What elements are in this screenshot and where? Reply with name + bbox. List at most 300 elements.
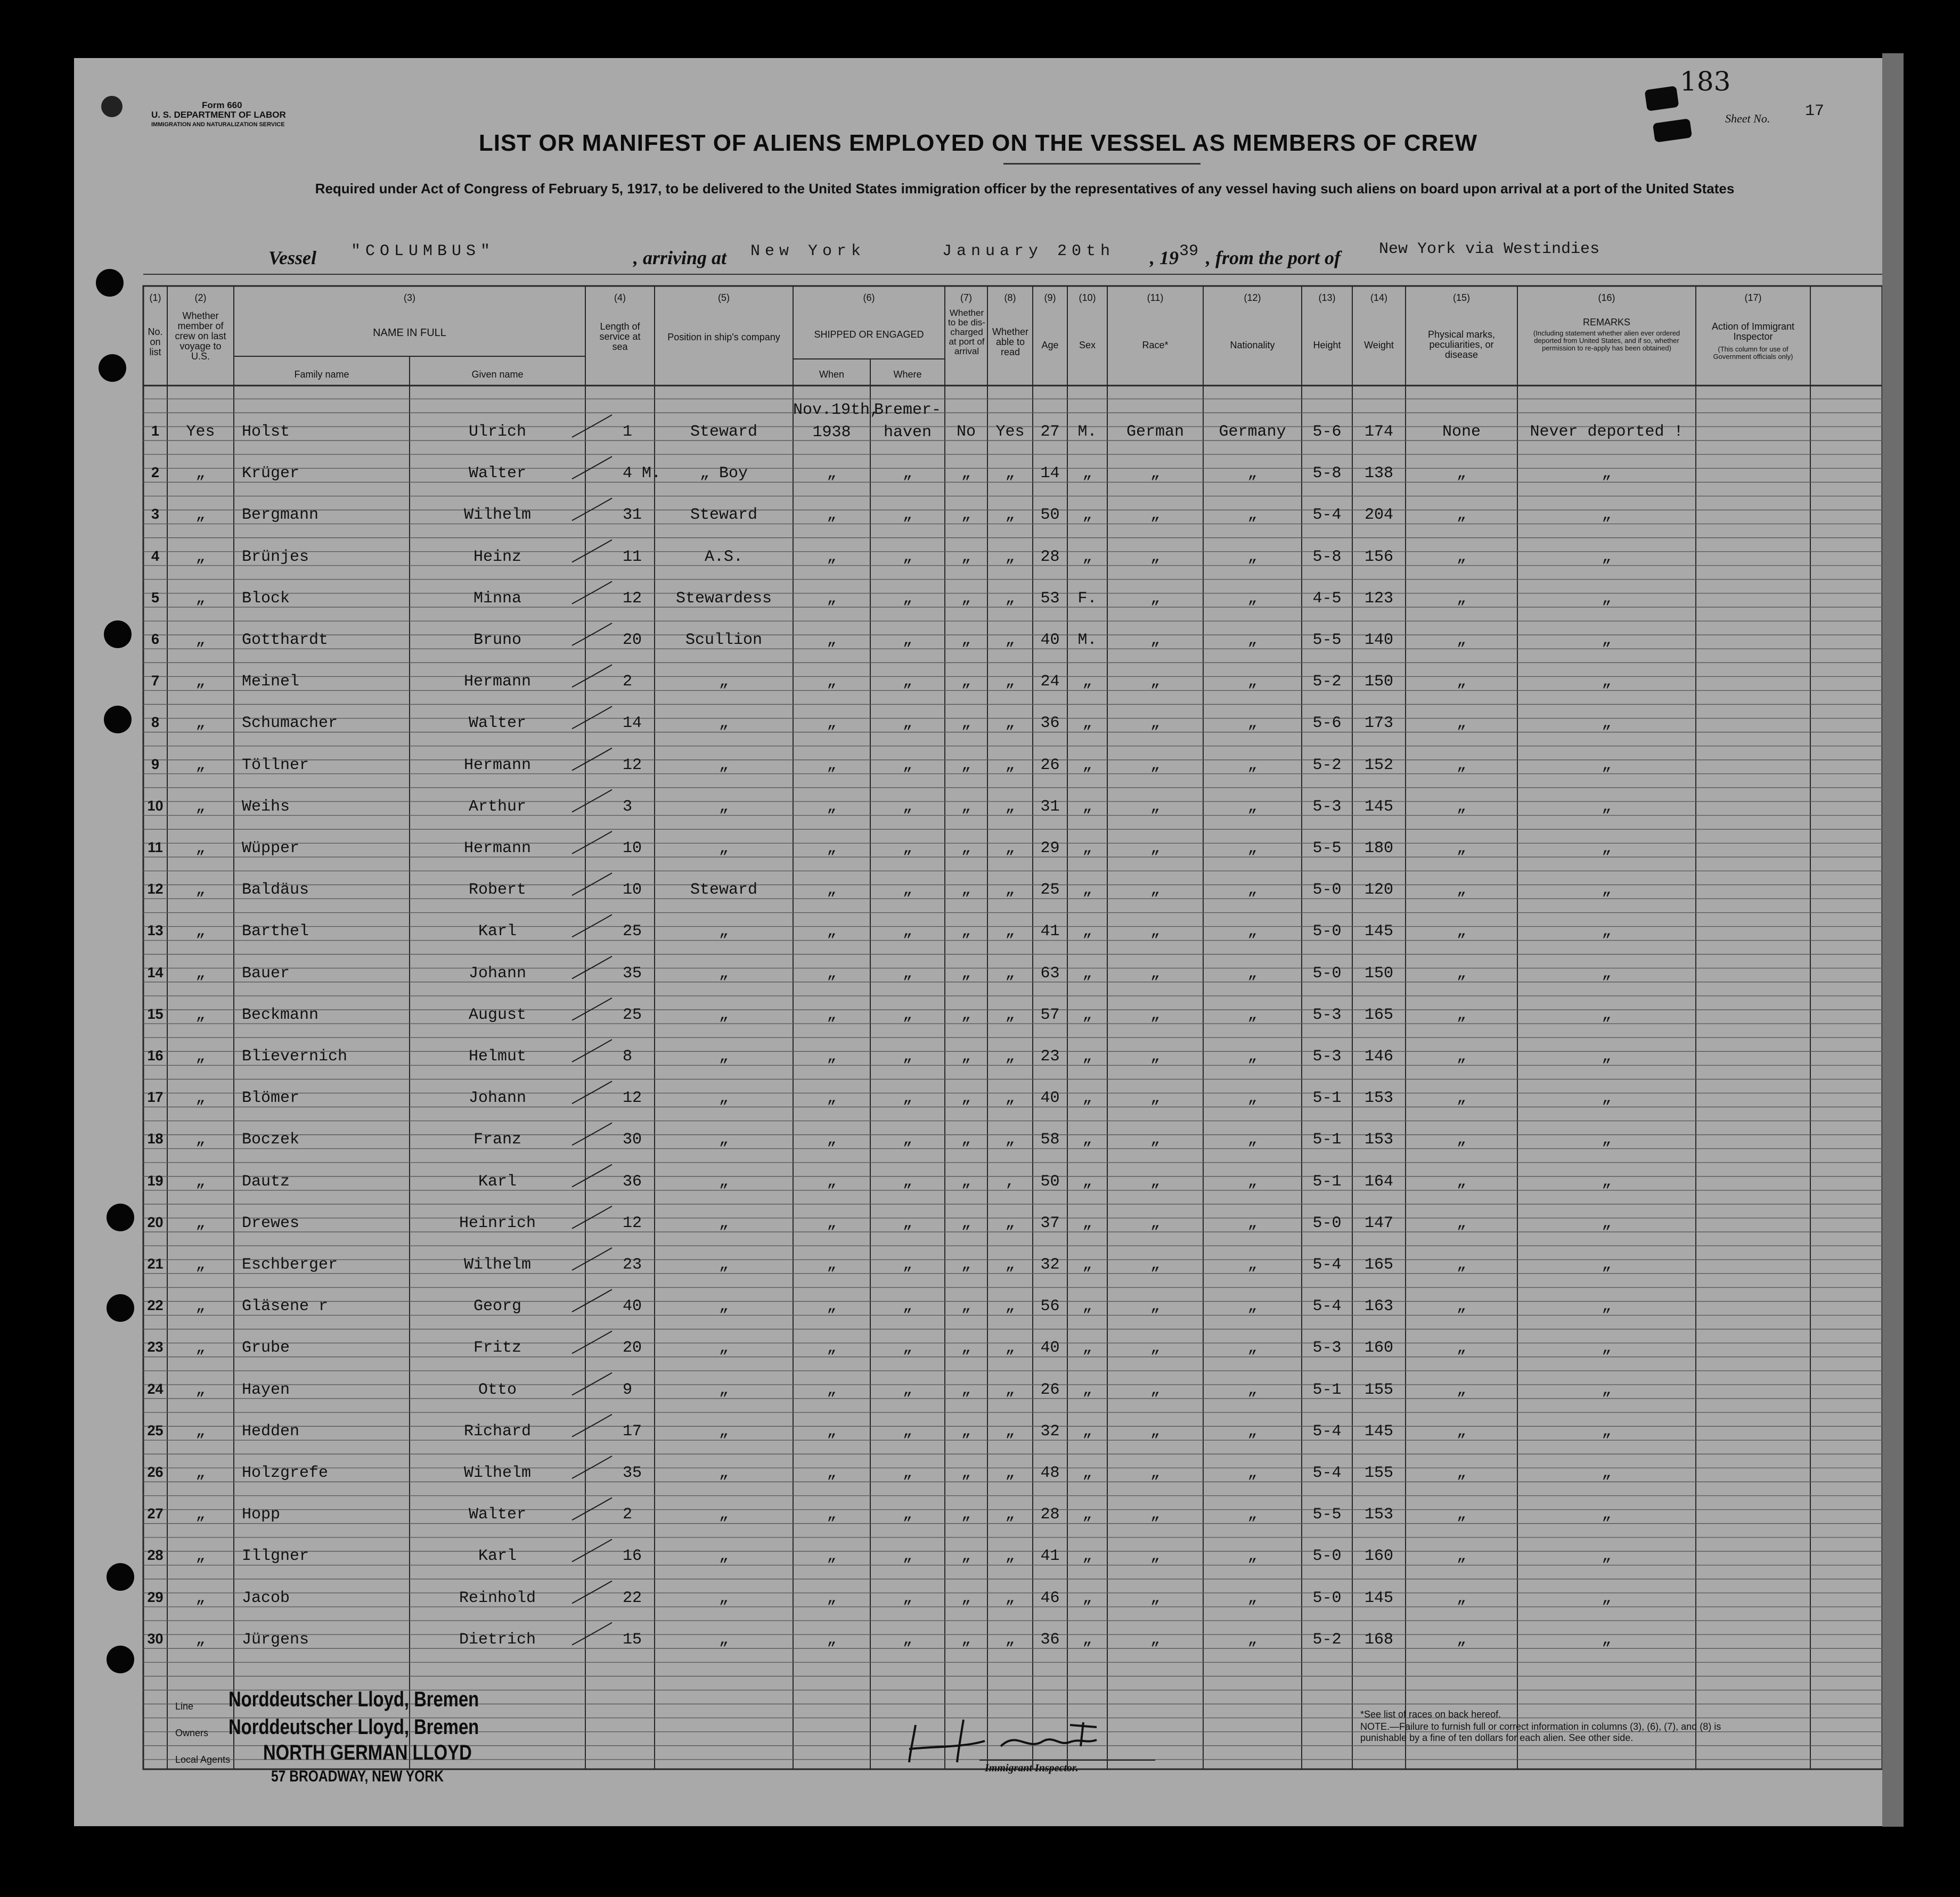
cell-where: „: [902, 1048, 912, 1066]
cell-given-name: Dietrich: [459, 1630, 536, 1649]
col-num: (9): [1044, 292, 1056, 303]
cell-able-to-read: „: [1005, 964, 1015, 983]
cell-race: „: [1150, 756, 1160, 774]
cell-discharged: „: [961, 506, 971, 525]
cell-physical-marks: „: [1456, 464, 1466, 483]
cell-weight: 174: [1364, 423, 1393, 441]
cell-when: „: [827, 1297, 837, 1316]
cell-race: „: [1150, 464, 1160, 483]
form-header: [151, 101, 286, 129]
cell-weight: 153: [1364, 1506, 1393, 1524]
cell-given-name: Minna: [473, 589, 521, 608]
cell-family-name: Drewes: [242, 1214, 300, 1232]
punch-hole: [107, 1646, 134, 1673]
cell-service: 23: [623, 1256, 642, 1274]
cell-when: „: [827, 1422, 837, 1441]
cell-given-name: Karl: [478, 1547, 517, 1566]
row-number: 7: [151, 673, 160, 689]
cell-where: „: [902, 839, 912, 857]
cell-when: „: [827, 1547, 837, 1566]
cell-where: „: [902, 797, 912, 816]
cell-position: „: [718, 1422, 729, 1441]
header-nationality: Nationality: [1230, 340, 1275, 350]
arriving-port: New York: [750, 242, 866, 260]
cell-given-name: August: [468, 1005, 527, 1024]
cell-weight: 120: [1364, 881, 1393, 900]
cell-nationality: „: [1247, 1089, 1257, 1108]
cell-race: „: [1150, 589, 1160, 608]
row-number: 27: [147, 1506, 164, 1522]
cell-able-to-read: „: [1005, 756, 1015, 774]
handwritten-sheet-number: 183: [1680, 66, 1731, 97]
cell-weight: 160: [1364, 1547, 1393, 1566]
cell-sex: „: [1082, 797, 1092, 816]
cell-family-name: Dautz: [242, 1172, 290, 1191]
cell-weight: 146: [1364, 1048, 1393, 1066]
cell-when: „: [827, 839, 837, 857]
cell-remarks: „: [1602, 1005, 1612, 1024]
cell-physical-marks: „: [1456, 714, 1466, 733]
department-name: U. S. DEPARTMENT OF LABOR: [151, 110, 286, 120]
cell-service: 35: [623, 1464, 642, 1482]
cell-able-to-read: „: [1005, 1506, 1015, 1524]
cell-family-name: Schumacher: [242, 714, 338, 733]
cell-family-name: Gotthardt: [242, 631, 329, 649]
cell-able-to-read: „: [1005, 589, 1015, 608]
cell-when: „: [827, 1256, 837, 1274]
cell-physical-marks: „: [1456, 1422, 1466, 1441]
cell-service: 30: [623, 1131, 642, 1149]
cell-nationality: „: [1247, 1048, 1257, 1066]
cell-able-to-read: „: [1005, 839, 1015, 857]
cell-sex: M.: [1077, 423, 1097, 441]
cell-member: „: [195, 589, 206, 608]
row-number: 17: [147, 1089, 164, 1106]
cell-able-to-read: „: [1005, 1214, 1015, 1232]
cell-sex: „: [1082, 1464, 1092, 1482]
cell-discharged: „: [961, 1339, 971, 1358]
cell-weight: 153: [1364, 1089, 1393, 1108]
cell-height: 5-3: [1312, 797, 1342, 816]
cell-nationality: „: [1247, 1589, 1257, 1607]
header-height: Height: [1313, 340, 1341, 350]
cell-height: 4-5: [1312, 589, 1342, 608]
cell-service: 22: [623, 1589, 642, 1607]
col-num: (8): [1004, 292, 1016, 303]
cell-given-name: Franz: [473, 1131, 521, 1149]
cell-age: 29: [1040, 839, 1060, 857]
cell-where: „: [902, 1630, 912, 1649]
cell-service: 9: [623, 1380, 633, 1399]
cell-family-name: Baldäus: [242, 881, 309, 900]
row-number: 3: [151, 506, 160, 522]
cell-nationality: „: [1247, 797, 1257, 816]
cell-able-to-read: „: [1005, 1547, 1015, 1566]
cell-discharged: „: [961, 839, 971, 857]
col-num: (4): [614, 292, 626, 303]
cell-age: 40: [1040, 1089, 1060, 1108]
cell-sex: „: [1082, 1630, 1092, 1649]
cell-member: „: [195, 839, 206, 857]
cell-family-name: Hopp: [242, 1506, 281, 1524]
cell-physical-marks: „: [1456, 589, 1466, 608]
cell-nationality: „: [1247, 964, 1257, 983]
cell-position: „: [718, 1297, 729, 1316]
cell-given-name: Johann: [468, 964, 527, 983]
cell-family-name: Jacob: [242, 1589, 290, 1607]
cell-able-to-read: „: [1005, 1630, 1015, 1649]
cell-nationality: „: [1247, 922, 1257, 941]
cell-where: „: [902, 506, 912, 525]
header-physical-marks: Physical marks, peculiarities, or disease: [1427, 329, 1496, 360]
header-name-in-full: NAME IN FULL: [373, 327, 446, 339]
cell-when: „: [827, 964, 837, 983]
cell-discharged: „: [961, 631, 971, 649]
cell-when: „: [827, 547, 837, 566]
cell-sex: „: [1082, 964, 1092, 983]
cell-physical-marks: „: [1456, 1172, 1466, 1191]
cell-age: 50: [1040, 506, 1060, 525]
cell-member: „: [195, 631, 206, 649]
cell-member: „: [195, 1339, 206, 1358]
cell-family-name: Gläsene r: [242, 1297, 329, 1316]
cell-physical-marks: „: [1456, 1380, 1466, 1399]
cell-able-to-read: „: [1005, 1589, 1015, 1607]
cell-when: „: [827, 631, 837, 649]
cell-weight: 153: [1364, 1131, 1393, 1149]
cell-able-to-read: „: [1005, 1089, 1015, 1108]
cell-sex: „: [1082, 547, 1092, 566]
arrival-year: 39: [1179, 242, 1199, 260]
cell-discharged: „: [961, 673, 971, 691]
cell-height: 5-0: [1312, 922, 1342, 941]
cell-given-name: Hermann: [463, 839, 532, 857]
cell-discharged: „: [961, 1297, 971, 1316]
cell-physical-marks: „: [1456, 1630, 1466, 1649]
title-underline: [1003, 163, 1200, 165]
cell-remarks: „: [1602, 673, 1612, 691]
cell-race: „: [1150, 506, 1160, 525]
cell-service: 2: [623, 673, 633, 691]
cell-physical-marks: „: [1456, 1256, 1466, 1274]
cell-given-name: Heinrich: [459, 1214, 536, 1232]
cell-when: „: [827, 756, 837, 774]
row-number: 26: [147, 1464, 164, 1480]
col-num: (6): [863, 292, 875, 303]
cell-able-to-read: „: [1005, 797, 1015, 816]
header-action-note: (This column for use of Government officials only): [1713, 345, 1793, 361]
cell-sex: „: [1082, 1172, 1092, 1191]
cell-service: 12: [623, 756, 642, 774]
cell-position: „: [718, 1131, 729, 1149]
cell-remarks: „: [1602, 839, 1612, 857]
cell-position: „: [718, 1214, 729, 1232]
cell-discharged: „: [961, 922, 971, 941]
header-given-name: Given name: [471, 369, 524, 380]
cell-family-name: Bergmann: [242, 506, 319, 525]
cell-race: „: [1150, 1089, 1160, 1108]
cell-weight: 145: [1364, 922, 1393, 941]
cell-sex: M.: [1077, 631, 1097, 649]
cell-given-name: Robert: [468, 881, 527, 900]
cell-race: „: [1150, 1422, 1160, 1441]
cell-nationality: „: [1247, 631, 1257, 649]
cell-able-to-read: „: [1005, 1048, 1015, 1066]
cell-member: „: [195, 797, 206, 816]
cell-service: 4 M.: [623, 464, 662, 483]
cell-able-to-read: „: [1005, 922, 1015, 941]
form-number: Form 660: [202, 100, 242, 110]
col-num: (13): [1318, 292, 1336, 303]
cell-height: 5-0: [1312, 1589, 1342, 1607]
service-name: IMMIGRATION AND NATURALIZATION SERVICE: [151, 121, 285, 128]
cell-nationality: „: [1247, 506, 1257, 525]
cell-service: 2: [623, 1506, 633, 1524]
cell-nationality: „: [1247, 1464, 1257, 1482]
cell-physical-marks: „: [1456, 1464, 1466, 1482]
sheet-number: 17: [1805, 102, 1825, 120]
cell-height: 5-3: [1312, 1048, 1342, 1066]
cell-age: 50: [1040, 1172, 1060, 1191]
cell-where: „: [902, 1089, 912, 1108]
cell-discharged: „: [961, 1464, 971, 1482]
header-where: Where: [893, 369, 922, 380]
cell-remarks: „: [1602, 714, 1612, 733]
owners-stamp: Norddeutscher Lloyd, Bremen: [228, 1715, 479, 1739]
cell-height: 5-4: [1312, 1297, 1342, 1316]
agents-address-stamp: 57 BROADWAY, NEW YORK: [271, 1768, 444, 1785]
cell-where: Bremer- haven: [873, 401, 942, 441]
cell-sex: „: [1082, 1048, 1092, 1066]
cell-given-name: Bruno: [473, 631, 521, 649]
vessel-line-rule: [143, 274, 1882, 275]
cell-when: „: [827, 714, 837, 733]
row-number: 4: [151, 547, 160, 564]
cell-service: 12: [623, 589, 642, 608]
cell-age: 32: [1040, 1256, 1060, 1274]
col-num: (14): [1370, 292, 1387, 303]
row-number: 10: [147, 797, 164, 814]
cell-race: „: [1150, 631, 1160, 649]
cell-member: „: [195, 714, 206, 733]
cell-physical-marks: „: [1456, 797, 1466, 816]
cell-when: „: [827, 1464, 837, 1482]
cell-able-to-read: Yes: [995, 423, 1025, 441]
cell-position: „: [718, 1464, 729, 1482]
cell-when: „: [827, 1630, 837, 1649]
cell-nationality: „: [1247, 1339, 1257, 1358]
cell-service: 10: [623, 881, 642, 900]
row-number: 21: [147, 1256, 164, 1272]
header-sex: Sex: [1079, 340, 1096, 350]
cell-when: „: [827, 1506, 837, 1524]
cell-nationality: „: [1247, 589, 1257, 608]
cell-race: „: [1150, 922, 1160, 941]
cell-race: „: [1150, 1214, 1160, 1232]
header-age: Age: [1041, 340, 1059, 350]
cell-service: 17: [623, 1422, 642, 1441]
cell-service: 8: [623, 1048, 633, 1066]
cell-able-to-read: „: [1005, 631, 1015, 649]
cell-age: 40: [1040, 631, 1060, 649]
cell-member: Yes: [186, 423, 215, 441]
cell-family-name: Hayen: [242, 1380, 290, 1399]
agents-stamp: NORTH GERMAN LLOYD: [263, 1741, 472, 1764]
cell-height: 5-0: [1312, 1547, 1342, 1566]
cell-position: „: [718, 1547, 729, 1566]
cell-where: „: [902, 1506, 912, 1524]
cell-when: „: [827, 1589, 837, 1607]
cell-nationality: „: [1247, 1005, 1257, 1024]
col-num: (15): [1452, 292, 1470, 303]
cell-remarks: „: [1602, 1422, 1612, 1441]
cell-when: „: [827, 589, 837, 608]
cell-sex: „: [1082, 1422, 1092, 1441]
cell-where: „: [902, 1380, 912, 1399]
cell-family-name: Bauer: [242, 964, 290, 983]
cell-remarks: „: [1602, 922, 1612, 941]
cell-race: „: [1150, 1547, 1160, 1566]
cell-member: „: [195, 1547, 206, 1566]
cell-family-name: Töllner: [242, 756, 309, 774]
cell-remarks: „: [1602, 1297, 1612, 1316]
cell-discharged: „: [961, 1172, 971, 1191]
cell-physical-marks: „: [1456, 631, 1466, 649]
cell-when: „: [827, 1005, 837, 1024]
cell-where: „: [902, 1131, 912, 1149]
cell-height: 5-1: [1312, 1089, 1342, 1108]
cell-service: 1: [623, 423, 633, 441]
cell-sex: „: [1082, 1547, 1092, 1566]
cell-where: „: [902, 1422, 912, 1441]
cell-when: „: [827, 1089, 837, 1108]
cell-where: „: [902, 589, 912, 608]
cell-able-to-read: „: [1005, 547, 1015, 566]
cell-weight: 156: [1364, 547, 1393, 566]
cell-physical-marks: „: [1456, 1506, 1466, 1524]
row-number: 5: [151, 589, 160, 606]
cell-height: 5-3: [1312, 1005, 1342, 1024]
owners-label: Owners: [175, 1728, 209, 1738]
cell-race: „: [1150, 1630, 1160, 1649]
cell-race: „: [1150, 1172, 1160, 1191]
punch-hole: [101, 96, 123, 117]
cell-nationality: „: [1247, 1172, 1257, 1191]
cell-member: „: [195, 1380, 206, 1399]
header-remarks-note: (Including statement whether alien ever ordered deported from United States, and if so, whether permission to re-apply has been obtained): [1533, 329, 1680, 352]
cell-given-name: Arthur: [468, 797, 527, 816]
cell-race: „: [1150, 1256, 1160, 1274]
cell-discharged: „: [961, 1089, 971, 1108]
cell-weight: 204: [1364, 506, 1393, 525]
cell-where: „: [902, 1339, 912, 1358]
cell-family-name: Holzgrefe: [242, 1464, 329, 1482]
row-number: 29: [147, 1589, 164, 1605]
row-number: 2: [151, 464, 160, 481]
row-number: 9: [151, 756, 160, 772]
vessel-label: Vessel: [268, 247, 316, 268]
cell-able-to-read: „: [1005, 1464, 1015, 1482]
cell-discharged: „: [961, 756, 971, 774]
cell-nationality: „: [1247, 714, 1257, 733]
cell-when: „: [827, 1339, 837, 1358]
cell-remarks: „: [1602, 589, 1612, 608]
cell-position: „: [718, 673, 729, 691]
cell-race: „: [1150, 1589, 1160, 1607]
cell-nationality: „: [1247, 1131, 1257, 1149]
row-number: 12: [147, 881, 164, 897]
cell-position: „: [718, 1589, 729, 1607]
cell-race: „: [1150, 714, 1160, 733]
manifest-sheet: [74, 58, 1882, 1826]
cell-discharged: „: [961, 714, 971, 733]
cell-family-name: Brünjes: [242, 547, 309, 566]
col-num: (11): [1147, 292, 1164, 303]
cell-member: „: [195, 1131, 206, 1149]
cell-sex: F.: [1077, 589, 1097, 608]
cell-race: „: [1150, 1506, 1160, 1524]
cell-sex: „: [1082, 922, 1092, 941]
header-action: Action of Immigrant Inspector: [1711, 321, 1795, 342]
cell-member: „: [195, 506, 206, 525]
cell-age: 37: [1040, 1214, 1060, 1232]
cell-discharged: „: [961, 1547, 971, 1566]
cell-when: „: [827, 1131, 837, 1149]
cell-family-name: Krüger: [242, 464, 300, 483]
cell-when: „: [827, 1048, 837, 1066]
cell-weight: 150: [1364, 673, 1393, 691]
cell-physical-marks: „: [1456, 964, 1466, 983]
cell-discharged: „: [961, 1506, 971, 1524]
cell-position: Stewardess: [675, 589, 772, 608]
row-number: 8: [151, 714, 160, 731]
row-number: 20: [147, 1214, 164, 1230]
cell-race: „: [1150, 1297, 1160, 1316]
cell-race: „: [1150, 881, 1160, 900]
cell-weight: 138: [1364, 464, 1393, 483]
cell-member: „: [195, 964, 206, 983]
cell-position: „ Boy: [699, 464, 748, 483]
cell-height: 5-3: [1312, 1339, 1342, 1358]
cell-weight: 155: [1364, 1464, 1393, 1482]
cell-service: 12: [623, 1089, 642, 1108]
cell-nationality: „: [1247, 756, 1257, 774]
cell-height: 5-6: [1312, 714, 1342, 733]
cell-when: „: [827, 673, 837, 691]
cell-family-name: Illgner: [242, 1547, 309, 1566]
cell-weight: 168: [1364, 1630, 1393, 1649]
cell-given-name: Ulrich: [468, 423, 527, 441]
cell-age: 23: [1040, 1048, 1060, 1066]
cell-service: 25: [623, 922, 642, 941]
cell-given-name: Wilhelm: [463, 506, 532, 525]
cell-remarks: „: [1602, 547, 1612, 566]
cell-remarks: „: [1602, 964, 1612, 983]
cell-height: 5-2: [1312, 673, 1342, 691]
cell-member: „: [195, 1422, 206, 1441]
header-length-service: Length of service at sea: [599, 321, 641, 352]
cell-sex: „: [1082, 756, 1092, 774]
cell-remarks: „: [1602, 1380, 1612, 1399]
cell-age: 36: [1040, 1630, 1060, 1649]
cell-service: 15: [623, 1630, 642, 1649]
cell-weight: 160: [1364, 1339, 1393, 1358]
cell-position: „: [718, 797, 729, 816]
cell-physical-marks: „: [1456, 1547, 1466, 1566]
cell-remarks: „: [1602, 881, 1612, 900]
cell-nationality: „: [1247, 1214, 1257, 1232]
cell-able-to-read: „: [1005, 714, 1015, 733]
